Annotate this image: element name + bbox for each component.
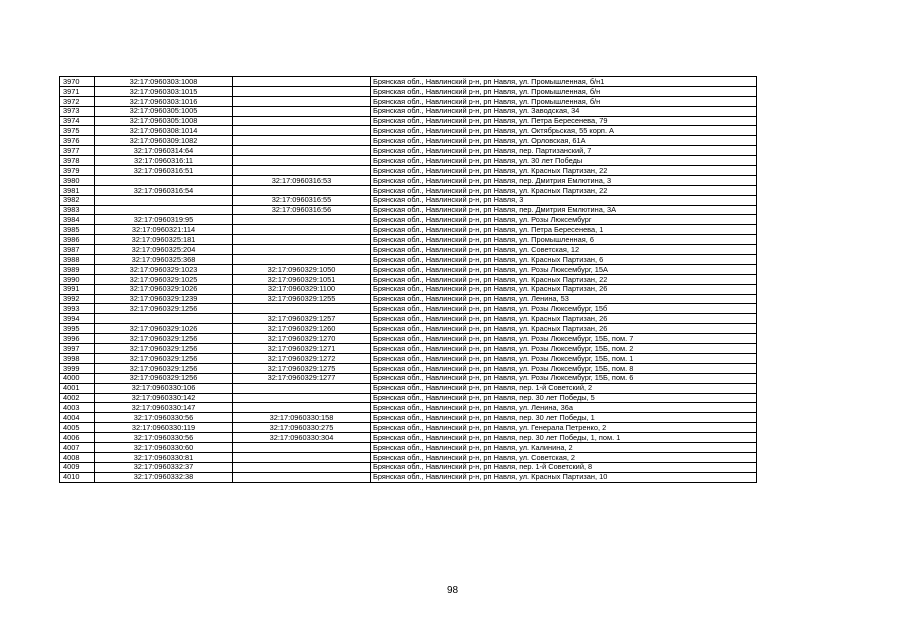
row-number-cell: 4010 xyxy=(60,472,95,482)
table-row xyxy=(60,393,757,403)
table-row xyxy=(60,314,757,324)
table-row xyxy=(60,383,757,393)
table-row xyxy=(60,156,757,166)
address-cell: Брянская обл., Навлинский р-н, рп Навля, ул. Промышленная, б/н1 xyxy=(371,77,757,87)
table-row xyxy=(60,304,757,314)
linked-cadastral-number-cell xyxy=(233,215,371,225)
row-number-cell: 4009 xyxy=(60,462,95,472)
row-number-cell: 3976 xyxy=(60,136,95,146)
address-cell: Брянская обл., Навлинский р-н, рп Навля, пер. Дмитрия Емлютина, 3А xyxy=(371,205,757,215)
cadastral-number-cell: 32:17:0960325:181 xyxy=(95,235,233,245)
linked-cadastral-number-cell: 32:17:0960316:53 xyxy=(233,175,371,185)
table-row xyxy=(60,195,757,205)
cadastral-number-cell xyxy=(95,205,233,215)
page-number: 98 xyxy=(446,585,459,596)
address-cell: Брянская обл., Навлинский р-н, рп Навля, ул. Орловская, 61А xyxy=(371,136,757,146)
address-cell: Брянская обл., Навлинский р-н, рп Навля, пер. 30 лет Победы, 1, пом. 1 xyxy=(371,433,757,443)
cadastral-number-cell: 32:17:0960332:38 xyxy=(95,472,233,482)
linked-cadastral-number-cell: 32:17:0960329:1100 xyxy=(233,284,371,294)
cadastral-number-cell: 32:17:0960309:1082 xyxy=(95,136,233,146)
row-number-cell: 3972 xyxy=(60,96,95,106)
cadastral-number-cell: 32:17:0960305:1005 xyxy=(95,106,233,116)
table-row xyxy=(60,175,757,185)
linked-cadastral-number-cell: 32:17:0960329:1260 xyxy=(233,324,371,334)
row-number-cell: 3989 xyxy=(60,264,95,274)
linked-cadastral-number-cell: 32:17:0960330:158 xyxy=(233,413,371,423)
linked-cadastral-number-cell: 32:17:0960329:1257 xyxy=(233,314,371,324)
linked-cadastral-number-cell xyxy=(233,126,371,136)
linked-cadastral-number-cell xyxy=(233,452,371,462)
cadastral-number-cell: 32:17:0960330:106 xyxy=(95,383,233,393)
cadastral-number-cell: 32:17:0960319:95 xyxy=(95,215,233,225)
row-number-cell: 3992 xyxy=(60,294,95,304)
linked-cadastral-number-cell xyxy=(233,304,371,314)
address-cell: Брянская обл., Навлинский р-н, рп Навля, ул. Советская, 12 xyxy=(371,245,757,255)
row-number-cell: 4006 xyxy=(60,433,95,443)
table-row xyxy=(60,126,757,136)
linked-cadastral-number-cell: 32:17:0960329:1275 xyxy=(233,363,371,373)
linked-cadastral-number-cell xyxy=(233,472,371,482)
linked-cadastral-number-cell xyxy=(233,146,371,156)
cadastral-number-cell: 32:17:0960329:1256 xyxy=(95,304,233,314)
row-number-cell: 4008 xyxy=(60,452,95,462)
cadastral-number-cell: 32:17:0960329:1026 xyxy=(95,324,233,334)
row-number-cell: 3987 xyxy=(60,245,95,255)
address-cell: Брянская обл., Навлинский р-н, рп Навля, ул. Петра Бересенева, 1 xyxy=(371,225,757,235)
linked-cadastral-number-cell xyxy=(233,156,371,166)
cadastral-number-cell: 32:17:0960303:1016 xyxy=(95,96,233,106)
row-number-cell: 4005 xyxy=(60,423,95,433)
address-cell: Брянская обл., Навлинский р-н, рп Навля, ул. Красных Партизан, 22 xyxy=(371,166,757,176)
table-row xyxy=(60,344,757,354)
linked-cadastral-number-cell: 32:17:0960316:55 xyxy=(233,195,371,205)
table-row xyxy=(60,274,757,284)
address-cell: Брянская обл., Навлинский р-н, рп Навля, ул. Генерала Петренко, 2 xyxy=(371,423,757,433)
cadastral-number-cell: 32:17:0960305:1008 xyxy=(95,116,233,126)
linked-cadastral-number-cell xyxy=(233,86,371,96)
linked-cadastral-number-cell xyxy=(233,185,371,195)
table-row xyxy=(60,433,757,443)
address-cell: Брянская обл., Навлинский р-н, рп Навля, ул. Розы Люксембург, 15Б, пом. 1 xyxy=(371,353,757,363)
address-cell: Брянская обл., Навлинский р-н, рп Навля, пер. 1-й Советский, 8 xyxy=(371,462,757,472)
cadastral-number-cell: 32:17:0960330:147 xyxy=(95,403,233,413)
row-number-cell: 4000 xyxy=(60,373,95,383)
cadastral-number-cell: 32:17:0960330:81 xyxy=(95,452,233,462)
table-row xyxy=(60,185,757,195)
linked-cadastral-number-cell: 32:17:0960329:1271 xyxy=(233,344,371,354)
address-cell: Брянская обл., Навлинский р-н, рп Навля, ул. Красных Партизан, 6 xyxy=(371,255,757,265)
address-cell: Брянская обл., Навлинский р-н, рп Навля, ул. 30 лет Победы xyxy=(371,156,757,166)
row-number-cell: 3983 xyxy=(60,205,95,215)
row-number-cell: 3978 xyxy=(60,156,95,166)
cadastral-number-cell: 32:17:0960329:1256 xyxy=(95,363,233,373)
linked-cadastral-number-cell: 32:17:0960329:1270 xyxy=(233,334,371,344)
table-row xyxy=(60,146,757,156)
linked-cadastral-number-cell xyxy=(233,383,371,393)
table-row xyxy=(60,215,757,225)
address-cell: Брянская обл., Навлинский р-н, рп Навля, ул. Розы Люксембург, 15Б, пом. 2 xyxy=(371,344,757,354)
cadastral-number-cell: 32:17:0960330:56 xyxy=(95,413,233,423)
linked-cadastral-number-cell: 32:17:0960329:1050 xyxy=(233,264,371,274)
linked-cadastral-number-cell: 32:17:0960330:275 xyxy=(233,423,371,433)
table-row xyxy=(60,96,757,106)
address-cell: Брянская обл., Навлинский р-н, рп Навля, пер. 1-й Советский, 2 xyxy=(371,383,757,393)
linked-cadastral-number-cell: 32:17:0960329:1051 xyxy=(233,274,371,284)
row-number-cell: 3991 xyxy=(60,284,95,294)
row-number-cell: 3995 xyxy=(60,324,95,334)
linked-cadastral-number-cell xyxy=(233,403,371,413)
linked-cadastral-number-cell: 32:17:0960316:56 xyxy=(233,205,371,215)
table-row xyxy=(60,452,757,462)
cadastral-number-cell: 32:17:0960325:368 xyxy=(95,255,233,265)
table-row xyxy=(60,373,757,383)
linked-cadastral-number-cell xyxy=(233,136,371,146)
row-number-cell: 3981 xyxy=(60,185,95,195)
row-number-cell: 3979 xyxy=(60,166,95,176)
address-cell: Брянская обл., Навлинский р-н, рп Навля, 3 xyxy=(371,195,757,205)
table-row xyxy=(60,403,757,413)
cadastral-number-cell xyxy=(95,195,233,205)
address-cell: Брянская обл., Навлинский р-н, рп Навля, ул. Красных Партизан, 26 xyxy=(371,314,757,324)
address-cell: Брянская обл., Навлинский р-н, рп Навля, ул. Ленина, 36а xyxy=(371,403,757,413)
address-cell: Брянская обл., Навлинский р-н, рп Навля, ул. Заводская, 34 xyxy=(371,106,757,116)
linked-cadastral-number-cell xyxy=(233,245,371,255)
cadastral-number-cell: 32:17:0960329:1256 xyxy=(95,353,233,363)
row-number-cell: 3998 xyxy=(60,353,95,363)
table-row xyxy=(60,136,757,146)
address-cell: Брянская обл., Навлинский р-н, рп Навля, ул. Ленина, 53 xyxy=(371,294,757,304)
row-number-cell: 3980 xyxy=(60,175,95,185)
row-number-cell: 3973 xyxy=(60,106,95,116)
row-number-cell: 3988 xyxy=(60,255,95,265)
table-row xyxy=(60,116,757,126)
cadastral-number-cell: 32:17:0960329:1256 xyxy=(95,373,233,383)
row-number-cell: 3984 xyxy=(60,215,95,225)
table-row xyxy=(60,423,757,433)
table-row xyxy=(60,363,757,373)
row-number-cell: 3975 xyxy=(60,126,95,136)
address-cell: Брянская обл., Навлинский р-н, рп Навля, ул. Промышленная, б/н xyxy=(371,86,757,96)
address-cell: Брянская обл., Навлинский р-н, рп Навля, пер. 30 лет Победы, 1 xyxy=(371,413,757,423)
address-cell: Брянская обл., Навлинский р-н, рп Навля, ул. Красных Партизан, 26 xyxy=(371,324,757,334)
table-row xyxy=(60,462,757,472)
address-cell: Брянская обл., Навлинский р-н, рп Навля, ул. Розы Люксембург, 15Б, пом. 8 xyxy=(371,363,757,373)
table-row xyxy=(60,264,757,274)
row-number-cell: 3996 xyxy=(60,334,95,344)
address-cell: Брянская обл., Навлинский р-н, рп Навля, ул. Красных Партизан, 26 xyxy=(371,284,757,294)
table-row xyxy=(60,166,757,176)
row-number-cell: 4001 xyxy=(60,383,95,393)
address-cell: Брянская обл., Навлинский р-н, рп Навля, ул. Розы Люксембург, 15б xyxy=(371,304,757,314)
table-row xyxy=(60,245,757,255)
row-number-cell: 3999 xyxy=(60,363,95,373)
row-number-cell: 4003 xyxy=(60,403,95,413)
table-row xyxy=(60,205,757,215)
table-row xyxy=(60,86,757,96)
row-number-cell: 3971 xyxy=(60,86,95,96)
address-cell: Брянская обл., Навлинский р-н, рп Навля, пер. Партизанский, 7 xyxy=(371,146,757,156)
table-row xyxy=(60,294,757,304)
table-row xyxy=(60,324,757,334)
linked-cadastral-number-cell: 32:17:0960329:1277 xyxy=(233,373,371,383)
cadastral-number-cell: 32:17:0960332:37 xyxy=(95,462,233,472)
property-table-body xyxy=(60,77,757,483)
table-row xyxy=(60,77,757,87)
address-cell: Брянская обл., Навлинский р-н, рп Навля, ул. Красных Партизан, 22 xyxy=(371,274,757,284)
linked-cadastral-number-cell xyxy=(233,77,371,87)
cadastral-number-cell: 32:17:0960303:1008 xyxy=(95,77,233,87)
linked-cadastral-number-cell xyxy=(233,96,371,106)
cadastral-number-cell: 32:17:0960314:64 xyxy=(95,146,233,156)
table-row xyxy=(60,225,757,235)
row-number-cell: 3997 xyxy=(60,344,95,354)
linked-cadastral-number-cell xyxy=(233,255,371,265)
linked-cadastral-number-cell: 32:17:0960329:1255 xyxy=(233,294,371,304)
address-cell: Брянская обл., Навлинский р-н, рп Навля, ул. Красных Партизан, 10 xyxy=(371,472,757,482)
cadastral-number-cell: 32:17:0960325:204 xyxy=(95,245,233,255)
row-number-cell: 3986 xyxy=(60,235,95,245)
linked-cadastral-number-cell xyxy=(233,106,371,116)
table-row xyxy=(60,472,757,482)
cadastral-number-cell: 32:17:0960329:1239 xyxy=(95,294,233,304)
table-row xyxy=(60,235,757,245)
linked-cadastral-number-cell xyxy=(233,393,371,403)
linked-cadastral-number-cell xyxy=(233,462,371,472)
cadastral-number-cell: 32:17:0960330:142 xyxy=(95,393,233,403)
cadastral-number-cell xyxy=(95,314,233,324)
row-number-cell: 4002 xyxy=(60,393,95,403)
address-cell: Брянская обл., Навлинский р-н, рп Навля, ул. Розы Люксембург, 15Б, пом. 6 xyxy=(371,373,757,383)
table-row xyxy=(60,442,757,452)
table-row xyxy=(60,353,757,363)
address-cell: Брянская обл., Навлинский р-н, рп Навля, ул. Розы Люксембург, 15А xyxy=(371,264,757,274)
address-cell: Брянская обл., Навлинский р-н, рп Навля, ул. Промышленная, 6 xyxy=(371,235,757,245)
cadastral-number-cell: 32:17:0960330:56 xyxy=(95,433,233,443)
cadastral-number-cell: 32:17:0960316:11 xyxy=(95,156,233,166)
cadastral-number-cell: 32:17:0960329:1026 xyxy=(95,284,233,294)
row-number-cell: 3985 xyxy=(60,225,95,235)
property-table xyxy=(59,76,757,483)
cadastral-number-cell: 32:17:0960316:54 xyxy=(95,185,233,195)
cadastral-number-cell: 32:17:0960330:119 xyxy=(95,423,233,433)
address-cell: Брянская обл., Навлинский р-н, рп Навля, ул. Розы Люксембург, 15Б, пом. 7 xyxy=(371,334,757,344)
cadastral-number-cell xyxy=(95,175,233,185)
table-row xyxy=(60,255,757,265)
address-cell: Брянская обл., Навлинский р-н, рп Навля, ул. Октябрьская, 55 корп. А xyxy=(371,126,757,136)
cadastral-number-cell: 32:17:0960308:1014 xyxy=(95,126,233,136)
linked-cadastral-number-cell xyxy=(233,166,371,176)
row-number-cell: 3977 xyxy=(60,146,95,156)
linked-cadastral-number-cell xyxy=(233,235,371,245)
linked-cadastral-number-cell: 32:17:0960329:1272 xyxy=(233,353,371,363)
address-cell: Брянская обл., Навлинский р-н, рп Навля, пер. 30 лет Победы, 5 xyxy=(371,393,757,403)
cadastral-number-cell: 32:17:0960329:1256 xyxy=(95,334,233,344)
table-row xyxy=(60,106,757,116)
row-number-cell: 3994 xyxy=(60,314,95,324)
row-number-cell: 3993 xyxy=(60,304,95,314)
row-number-cell: 3974 xyxy=(60,116,95,126)
address-cell: Брянская обл., Навлинский р-н, рп Навля, ул. Советская, 2 xyxy=(371,452,757,462)
address-cell: Брянская обл., Навлинский р-н, рп Навля, ул. Калинина, 2 xyxy=(371,442,757,452)
address-cell: Брянская обл., Навлинский р-н, рп Навля, ул. Петра Бересенева, 79 xyxy=(371,116,757,126)
row-number-cell: 3982 xyxy=(60,195,95,205)
linked-cadastral-number-cell xyxy=(233,116,371,126)
table-row xyxy=(60,284,757,294)
linked-cadastral-number-cell xyxy=(233,225,371,235)
cadastral-number-cell: 32:17:0960329:1256 xyxy=(95,344,233,354)
linked-cadastral-number-cell xyxy=(233,442,371,452)
table-row xyxy=(60,413,757,423)
address-cell: Брянская обл., Навлинский р-н, рп Навля, ул. Промышленная, б/н xyxy=(371,96,757,106)
linked-cadastral-number-cell: 32:17:0960330:304 xyxy=(233,433,371,443)
cadastral-number-cell: 32:17:0960316:51 xyxy=(95,166,233,176)
row-number-cell: 3970 xyxy=(60,77,95,87)
cadastral-number-cell: 32:17:0960303:1015 xyxy=(95,86,233,96)
cadastral-number-cell: 32:17:0960321:114 xyxy=(95,225,233,235)
address-cell: Брянская обл., Навлинский р-н, рп Навля, ул. Розы Люксембург xyxy=(371,215,757,225)
row-number-cell: 3990 xyxy=(60,274,95,284)
cadastral-number-cell: 32:17:0960329:1023 xyxy=(95,264,233,274)
address-cell: Брянская обл., Навлинский р-н, рп Навля, пер. Дмитрия Емлютина, 3 xyxy=(371,175,757,185)
row-number-cell: 4004 xyxy=(60,413,95,423)
row-number-cell: 4007 xyxy=(60,442,95,452)
cadastral-number-cell: 32:17:0960329:1025 xyxy=(95,274,233,284)
cadastral-number-cell: 32:17:0960330:60 xyxy=(95,442,233,452)
address-cell: Брянская обл., Навлинский р-н, рп Навля, ул. Красных Партизан, 22 xyxy=(371,185,757,195)
table-row xyxy=(60,334,757,344)
